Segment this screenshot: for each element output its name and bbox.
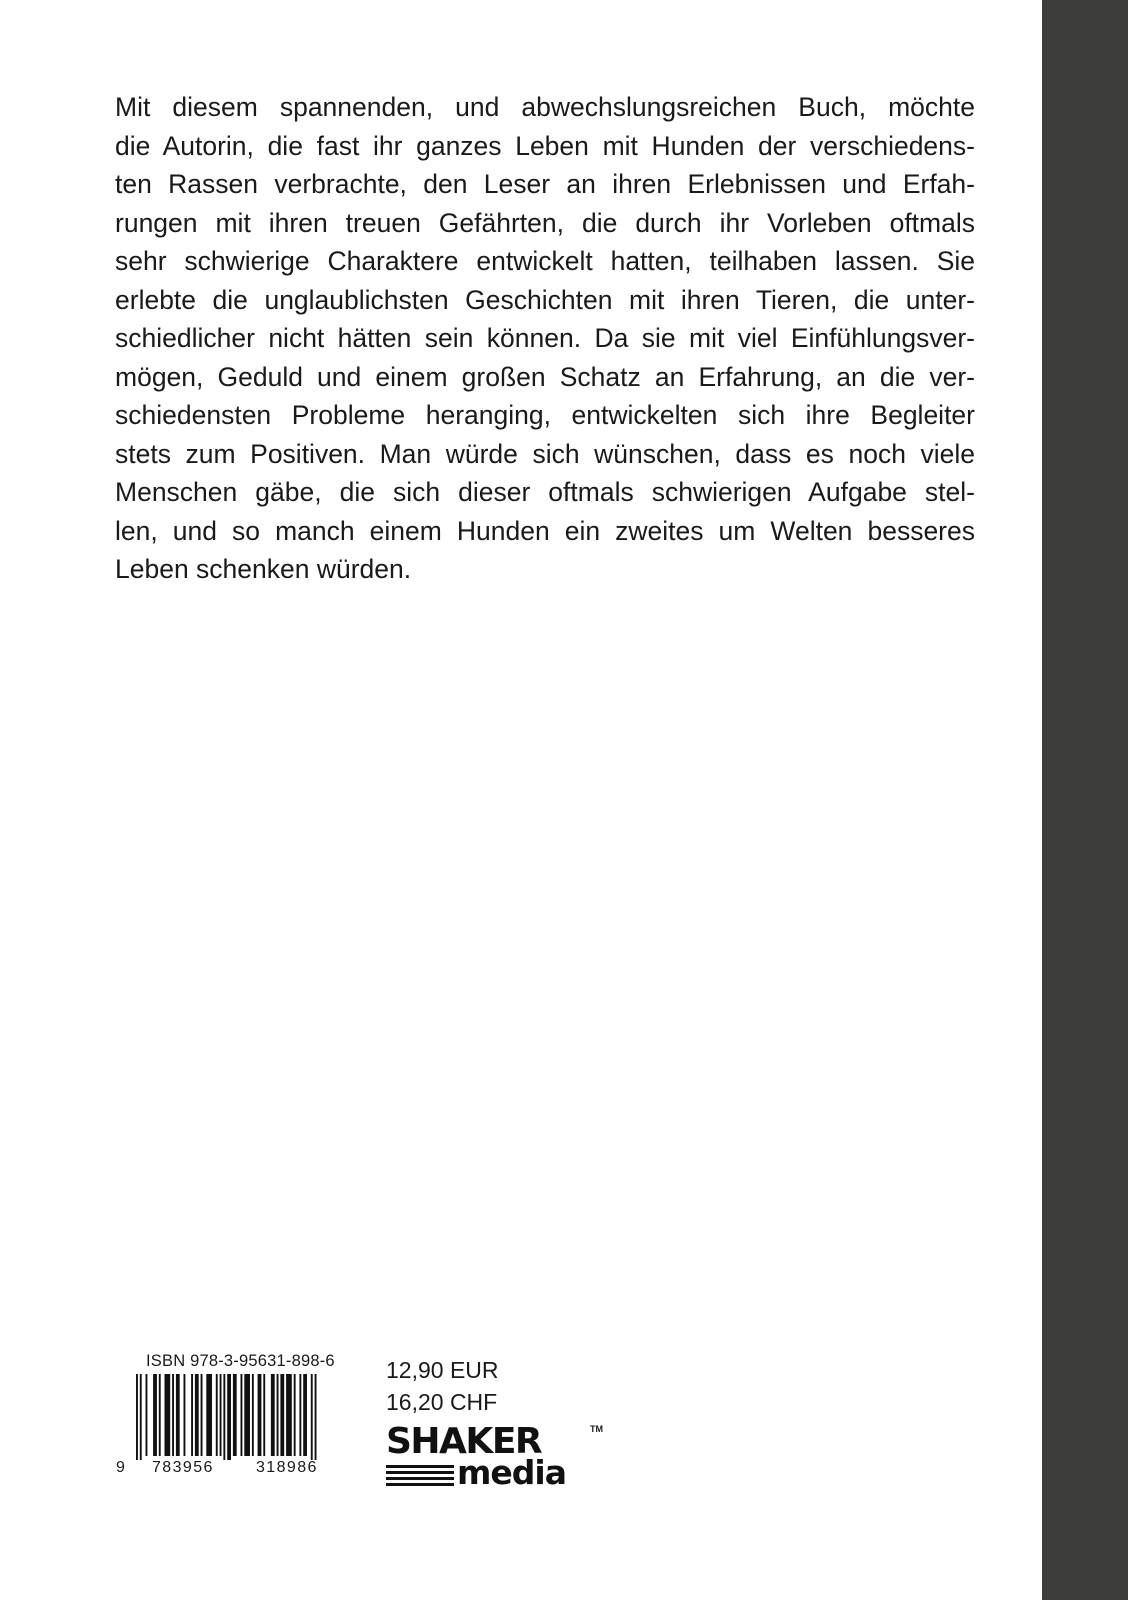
barcode-left-digits: 783956 [152, 1459, 214, 1476]
barcode-bar [286, 1374, 292, 1456]
barcode-right-digits: 318986 [256, 1459, 318, 1476]
barcode-bar [216, 1374, 218, 1456]
blurb-line: Mit diesem spannenden, und abwechslungsreichen Buch, möchte [115, 92, 975, 122]
barcode-bar [252, 1374, 254, 1456]
barcode-bar [303, 1374, 307, 1456]
barcode-bar [244, 1374, 250, 1456]
barcode-bar [280, 1374, 284, 1456]
blurb-line: ten Rassen verbrachte, den Leser an ihren Erlebnissen und Erfah- [115, 169, 975, 199]
barcode-bar [263, 1374, 265, 1456]
barcode-lead-digit: 9 [116, 1459, 125, 1476]
blurb-line: schiedlicher nicht hätten sein können. Da sie mit viel Einfühlungsver- [115, 323, 975, 353]
barcode-bars [116, 1374, 344, 1460]
blurb-line: sehr schwierige Charaktere entwickelt hatten, teilhaben lassen. Sie [115, 246, 975, 276]
logo-text-shaker: SHAKER [386, 1421, 542, 1462]
barcode-bar [233, 1374, 237, 1456]
barcode-bar [201, 1374, 203, 1456]
barcode-bar [153, 1374, 157, 1456]
barcode-bar [159, 1374, 161, 1456]
barcode-bar [220, 1374, 222, 1456]
price-eur: 12,90 EUR [386, 1357, 499, 1383]
blurb-line: Menschen gäbe, die sich dieser oftmals schwierigen Aufgabe stel- [115, 477, 975, 507]
barcode-bar [140, 1374, 142, 1460]
barcode-bar [146, 1374, 148, 1456]
price-chf: 16,20 CHF [386, 1389, 498, 1415]
barcode-bar [241, 1374, 243, 1456]
barcode-bar [315, 1374, 317, 1460]
spine-strip [1042, 0, 1128, 1600]
blurb-line: len, und so manch einem Hunden ein zweites um Welten besseres [115, 515, 975, 546]
barcode-bar [271, 1374, 275, 1456]
blurb-line: schiedensten Probleme heranging, entwickelten sich ihre Begleiter [115, 400, 975, 430]
barcode-bar [299, 1374, 301, 1456]
barcode-bar [294, 1374, 296, 1456]
barcode-bar [206, 1374, 212, 1456]
publisher-logo [386, 1421, 606, 1492]
barcode-bar [223, 1374, 225, 1460]
barcode-bar [311, 1374, 313, 1460]
logo-trademark: TM [590, 1424, 603, 1434]
back-cover-blurb [115, 88, 975, 589]
barcode-bar [165, 1374, 171, 1456]
barcode-bar [184, 1374, 186, 1456]
barcode-bar [172, 1374, 174, 1456]
blurb-line: stets zum Positiven. Man würde sich wünschen, dass es noch viele [115, 438, 975, 469]
blurb-line: erlebte die unglaublichsten Geschichten mit ihren Tieren, die unter- [115, 284, 975, 315]
blurb-line: die Autorin, die fast ihr ganzes Leben mit Hunden der verschiedens- [115, 130, 975, 161]
barcode-bar [227, 1374, 231, 1460]
blurb-line: rungen mit ihren treuen Gefährten, die durch ihr Vorleben oftmals [115, 207, 975, 238]
blurb-line: Leben schenken würden. [115, 554, 412, 584]
barcode-bar [136, 1374, 138, 1460]
isbn-number: ISBN 978-3-95631-898-6 [146, 1352, 335, 1370]
barcode-bar [258, 1374, 262, 1456]
barcode-bar [176, 1374, 180, 1456]
logo-stripes-icon [386, 1462, 454, 1488]
barcode-bar [195, 1374, 199, 1456]
barcode-bar [277, 1374, 279, 1456]
isbn-barcode [116, 1352, 346, 1476]
logo-text-media: media [457, 1453, 566, 1492]
barcode-bar [191, 1374, 193, 1456]
blurb-line: mögen, Geduld und einem großen Schatz an Erfahrung, an die ver- [115, 361, 975, 392]
